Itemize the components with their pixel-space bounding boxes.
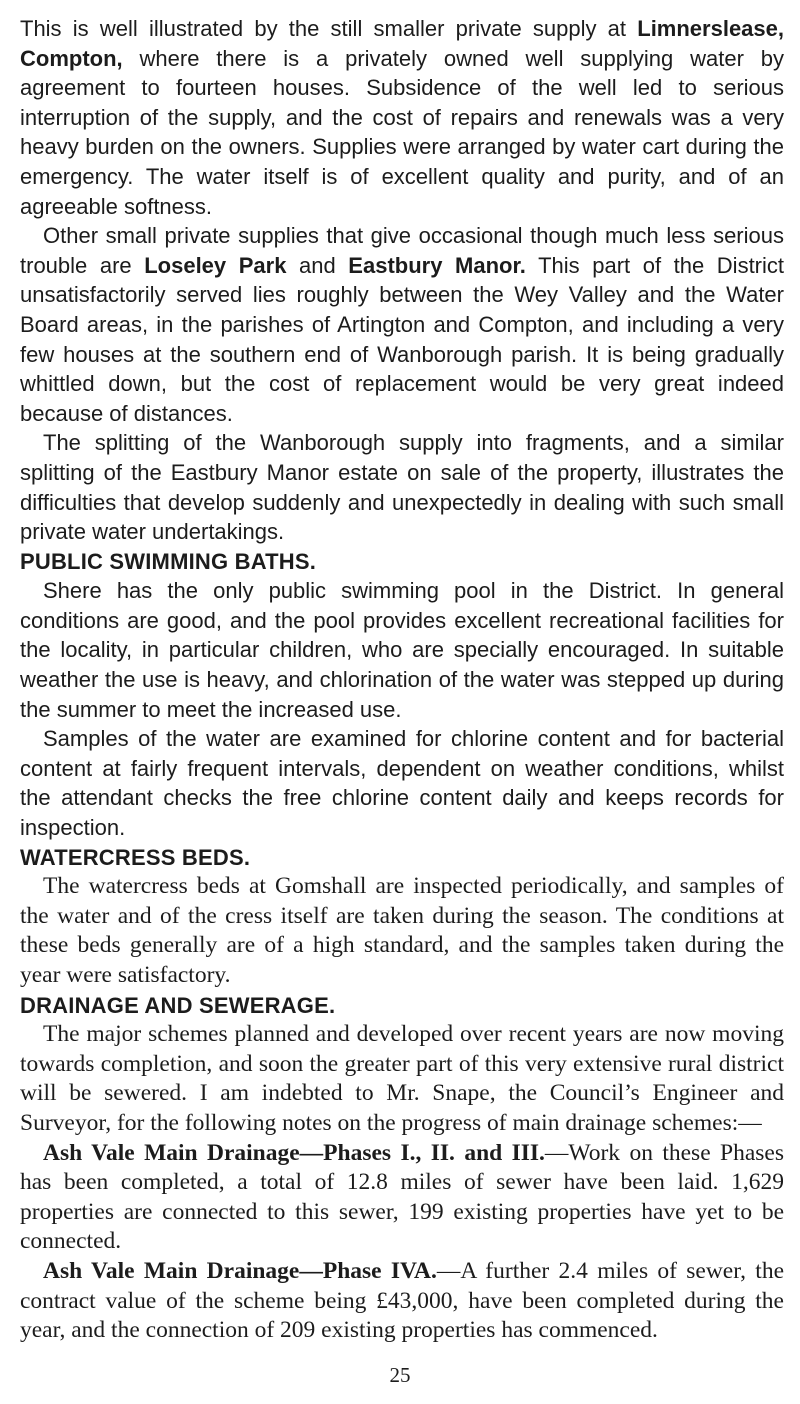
text: This part of the District unsatisfactorily served lies roughly between the Wey Valley and the Water Board areas, in the parishes of Artington and Compton, and including a very few houses at the southern end of Wanborough parish. It is being gradually whittled down, but the cost of replacement would be very great indeed because of distances. [20,252,785,426]
heading-drainage-sewerage: DRAINAGE AND SEWERAGE. [20,992,336,1018]
heading-watercress-beds: WATERCRESS BEDS. [20,844,251,870]
text: and [286,252,349,278]
paragraph-other-supplies [20,221,784,428]
text: —A further 2.4 miles of sewer, the contract value of the scheme being £43,000, have been completed during the year, and the connection of 209 existing properties has commenced. [20,1257,784,1344]
document-page [20,14,784,1346]
page-number: 25 [389,1363,411,1387]
text: This is well illustrated by the still smaller private supply at [20,16,638,41]
place-name: Limnerslease, Compton, [20,16,784,71]
paragraph-limnerslease [20,14,784,221]
paragraph-splitting: The splitting of the Wanborough supply into fragments, and a similar splitting of the Eastbury Manor estate on sale of the property, illustrates the difficulties that develop suddenly and unexpectedly in dealing with such small private water undertakings. [20,430,784,545]
paragraph-watercress: The watercress beds at Gomshall are inspected periodically, and samples of the water and of the cress itself are taken during the season. The conditions at these beds generally are of a high standard, and the samples taken during the year were satisfactory. [20,873,784,988]
place-name: Loseley Park [144,252,287,278]
paragraph-ash-vale-phase-iva [20,1257,784,1346]
scheme-name: Ash Vale Main Drainage—Phases I., II. and III. [43,1139,545,1166]
paragraph-swimming-2: Samples of the water are examined for chlorine content and for bacterial content at fairly frequent intervals, dependent on weather conditions, whilst the attendant checks the free chlorine content daily and keeps records for inspection. [20,726,784,841]
text: Other small private supplies that give occasional though much less serious trouble are [20,223,784,278]
paragraph-swimming-1: Shere has the only public swimming pool in the District. In general conditions are good, and the pool provides excellent recreational facilities for the locality, in particular children, who are specially encouraged. In suitable weather the use is heavy, and chlorination of the water was stepped up during the summer to meet the increased use. [20,578,784,722]
paragraph-ash-vale-phases-1-3 [20,1139,784,1257]
text: —Work on these Phases has been completed, a total of 12.8 miles of sewer have been laid. 1,629 properties are connected to this sewer, 199 existing properties have yet to be connected. [20,1139,784,1255]
heading-public-swimming-baths: PUBLIC SWIMMING BATHS. [20,548,317,574]
text: where there is a privately owned well supplying water by agreement to fourteen houses. Subsidence of the well led to serious interruption of the supply, and the cost of repairs and renewals was a very heavy burden on the owners. Supplies were arranged by water cart during the emergency. The water itself is of excellent quality and purity, and of an agreeable softness. [20,45,784,219]
place-name: Eastbury Manor. [348,252,526,278]
scheme-name: Ash Vale Main Drainage—Phase IVA. [43,1257,437,1284]
paragraph-drainage: The major schemes planned and developed over recent years are now moving towards completion, and soon the greater part of this very extensive rural district will be sewered. I am indebted to Mr. Snape, the Council’s Engineer and Surveyor, for the following notes on the progress of main drainage schemes:— [20,1021,784,1136]
